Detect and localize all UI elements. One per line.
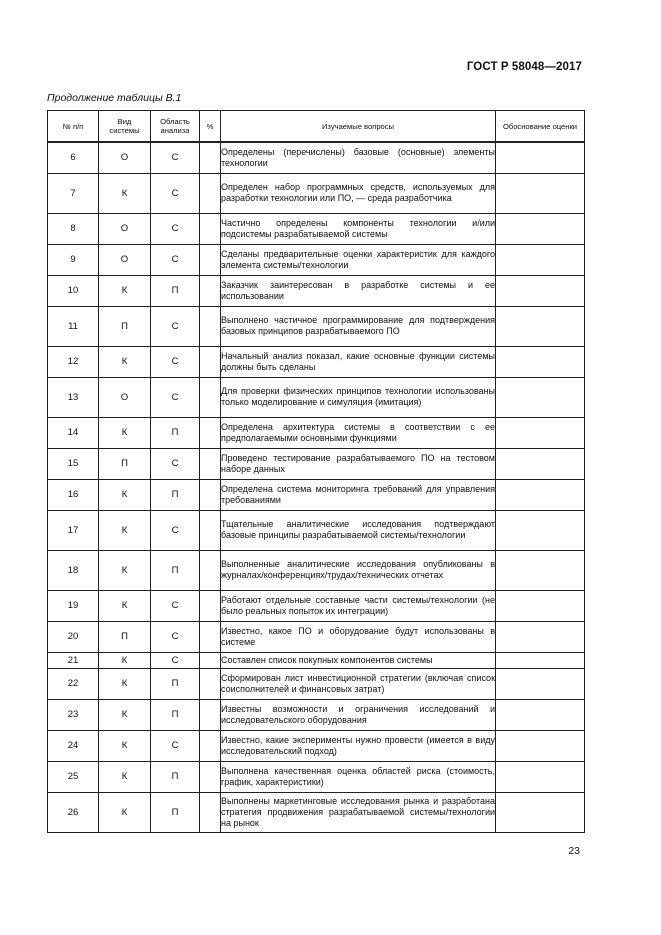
row-basis [496, 668, 585, 699]
row-basis [496, 652, 585, 668]
row-basis [496, 550, 585, 590]
table-caption: Продолжение таблицы В.1 [47, 92, 182, 104]
table-row [48, 730, 585, 761]
row-question: Известно, какие эксперименты нужно провести (имеется в виду исследовательский подход) [221, 730, 496, 761]
row-analysis-area: С [151, 306, 200, 346]
row-number: 10 [48, 275, 99, 306]
col-header-kind: Вид системы [99, 111, 151, 143]
row-percent [200, 621, 221, 652]
row-question: Проведено тестирование разрабатываемого ПО на тестовом наборе данных [221, 448, 496, 479]
row-percent [200, 346, 221, 377]
row-question: Работают отдельные составные части системы/технологии (не было реальных попыток их интеграции) [221, 590, 496, 621]
document-code: ГОСТ Р 58048—2017 [466, 61, 582, 73]
row-question: Частично определены компоненты технологии и/или подсистемы разрабатываемой системы [221, 213, 496, 244]
row-basis [496, 417, 585, 448]
row-question: Известны возможности и ограничения исследований и исследовательского оборудования [221, 699, 496, 730]
col-header-area: Область анализа [151, 111, 200, 143]
row-number: 12 [48, 346, 99, 377]
row-basis [496, 346, 585, 377]
table-row [48, 761, 585, 792]
row-percent [200, 550, 221, 590]
row-analysis-area: П [151, 699, 200, 730]
row-question: Определена система мониторинга требований для управления требованиями [221, 479, 496, 510]
row-number: 15 [48, 448, 99, 479]
row-system-kind: К [99, 417, 151, 448]
row-basis [496, 590, 585, 621]
row-basis [496, 761, 585, 792]
row-basis [496, 275, 585, 306]
row-question: Сделаны предварительные оценки характеристик для каждого элемента системы/технологии [221, 244, 496, 275]
row-analysis-area: С [151, 213, 200, 244]
table-row [48, 244, 585, 275]
row-analysis-area: С [151, 142, 200, 173]
row-analysis-area: П [151, 275, 200, 306]
row-question: Выполненные аналитические исследования опубликованы в журналах/конференциях/трудах/технических отчетах [221, 550, 496, 590]
row-basis [496, 448, 585, 479]
table-row [48, 621, 585, 652]
row-percent [200, 668, 221, 699]
row-basis [496, 510, 585, 550]
table-row [48, 448, 585, 479]
row-number: 16 [48, 479, 99, 510]
row-question: Заказчик заинтересован в разработке системы и ее использовании [221, 275, 496, 306]
col-header-num: № п/п [48, 111, 99, 143]
row-system-kind: К [99, 550, 151, 590]
row-analysis-area: П [151, 417, 200, 448]
row-number: 6 [48, 142, 99, 173]
row-number: 18 [48, 550, 99, 590]
row-system-kind: П [99, 306, 151, 346]
row-percent [200, 306, 221, 346]
row-number: 14 [48, 417, 99, 448]
row-number: 22 [48, 668, 99, 699]
row-analysis-area: С [151, 730, 200, 761]
row-number: 24 [48, 730, 99, 761]
row-question: Составлен список покупных компонентов системы [221, 652, 496, 668]
row-system-kind: К [99, 792, 151, 832]
row-analysis-area: П [151, 479, 200, 510]
row-number: 23 [48, 699, 99, 730]
row-percent [200, 244, 221, 275]
row-system-kind: О [99, 377, 151, 417]
row-percent [200, 213, 221, 244]
table-row [48, 173, 585, 213]
row-analysis-area: С [151, 590, 200, 621]
row-system-kind: К [99, 699, 151, 730]
table-row [48, 652, 585, 668]
row-analysis-area: С [151, 244, 200, 275]
row-percent [200, 761, 221, 792]
row-percent [200, 377, 221, 417]
row-number: 19 [48, 590, 99, 621]
row-system-kind: К [99, 275, 151, 306]
row-question: Определены (перечислены) базовые (основные) элементы технологии [221, 142, 496, 173]
table-row [48, 417, 585, 448]
table-row [48, 699, 585, 730]
row-system-kind: К [99, 590, 151, 621]
row-question: Для проверки физических принципов технологии использованы только моделирование и симуляция (имитация) [221, 377, 496, 417]
row-percent [200, 417, 221, 448]
row-system-kind: П [99, 621, 151, 652]
row-question: Начальный анализ показал, какие основные функции системы должны быть сделаны [221, 346, 496, 377]
row-analysis-area: П [151, 550, 200, 590]
row-percent [200, 652, 221, 668]
row-question: Сформирован лист инвестиционной стратегии (включая список соисполнителей и финансовых затрат) [221, 668, 496, 699]
row-analysis-area: С [151, 448, 200, 479]
assessment-table [47, 110, 585, 833]
row-number: 17 [48, 510, 99, 550]
row-question: Выполнено частичное программирование для подтверждения базовых принципов разрабатываемого ПО [221, 306, 496, 346]
row-system-kind: К [99, 730, 151, 761]
row-system-kind: О [99, 142, 151, 173]
row-basis [496, 213, 585, 244]
table-row [48, 377, 585, 417]
row-number: 13 [48, 377, 99, 417]
row-question: Определена архитектура системы в соответствии с ее предполагаемыми основными функциями [221, 417, 496, 448]
row-basis [496, 699, 585, 730]
row-analysis-area: С [151, 652, 200, 668]
row-percent [200, 730, 221, 761]
row-number: 11 [48, 306, 99, 346]
row-analysis-area: П [151, 792, 200, 832]
row-percent [200, 448, 221, 479]
table-row [48, 590, 585, 621]
table-row [48, 142, 585, 173]
row-basis [496, 730, 585, 761]
row-system-kind: К [99, 510, 151, 550]
row-number: 20 [48, 621, 99, 652]
table-row [48, 479, 585, 510]
row-analysis-area: П [151, 761, 200, 792]
row-system-kind: К [99, 173, 151, 213]
row-analysis-area: С [151, 510, 200, 550]
row-number: 8 [48, 213, 99, 244]
row-basis [496, 621, 585, 652]
row-system-kind: К [99, 652, 151, 668]
row-question: Выполнена качественная оценка областей риска (стоимость, график, характеристики) [221, 761, 496, 792]
col-header-basis: Обоснование оценки [496, 111, 585, 143]
row-percent [200, 699, 221, 730]
row-percent [200, 142, 221, 173]
row-number: 25 [48, 761, 99, 792]
row-number: 26 [48, 792, 99, 832]
row-percent [200, 173, 221, 213]
row-question: Тщательные аналитические исследования подтверждают базовые принципы разрабатываемой системы/технологии [221, 510, 496, 550]
row-number: 9 [48, 244, 99, 275]
row-number: 7 [48, 173, 99, 213]
row-percent [200, 510, 221, 550]
page-number: 23 [568, 845, 580, 857]
col-header-question: Изучаемые вопросы [221, 111, 496, 143]
table-row [48, 510, 585, 550]
row-basis [496, 479, 585, 510]
row-analysis-area: П [151, 668, 200, 699]
row-system-kind: К [99, 668, 151, 699]
row-system-kind: К [99, 479, 151, 510]
row-percent [200, 590, 221, 621]
row-system-kind: О [99, 213, 151, 244]
row-basis [496, 142, 585, 173]
row-basis [496, 306, 585, 346]
row-basis [496, 244, 585, 275]
table-row [48, 275, 585, 306]
row-analysis-area: С [151, 346, 200, 377]
table-row [48, 668, 585, 699]
table-row [48, 306, 585, 346]
row-basis [496, 792, 585, 832]
row-percent [200, 479, 221, 510]
col-header-pct: % [200, 111, 221, 143]
row-percent [200, 792, 221, 832]
row-analysis-area: С [151, 621, 200, 652]
row-percent [200, 275, 221, 306]
table-row [48, 792, 585, 832]
row-analysis-area: С [151, 173, 200, 213]
table-header-row [48, 111, 585, 143]
row-analysis-area: С [151, 377, 200, 417]
row-system-kind: К [99, 346, 151, 377]
row-basis [496, 173, 585, 213]
row-question: Определен набор программных средств, используемых для разработки технологии или ПО, — среда разработчика [221, 173, 496, 213]
row-question: Выполнены маркетинговые исследования рынка и разработана стратегия продвижения разрабатываемой системы/технологии на рынок [221, 792, 496, 832]
row-basis [496, 377, 585, 417]
row-question: Известно, какое ПО и оборудование будут использованы в системе [221, 621, 496, 652]
row-system-kind: К [99, 761, 151, 792]
table-row [48, 550, 585, 590]
table-row [48, 213, 585, 244]
row-system-kind: О [99, 244, 151, 275]
table-row [48, 346, 585, 377]
row-system-kind: П [99, 448, 151, 479]
row-number: 21 [48, 652, 99, 668]
